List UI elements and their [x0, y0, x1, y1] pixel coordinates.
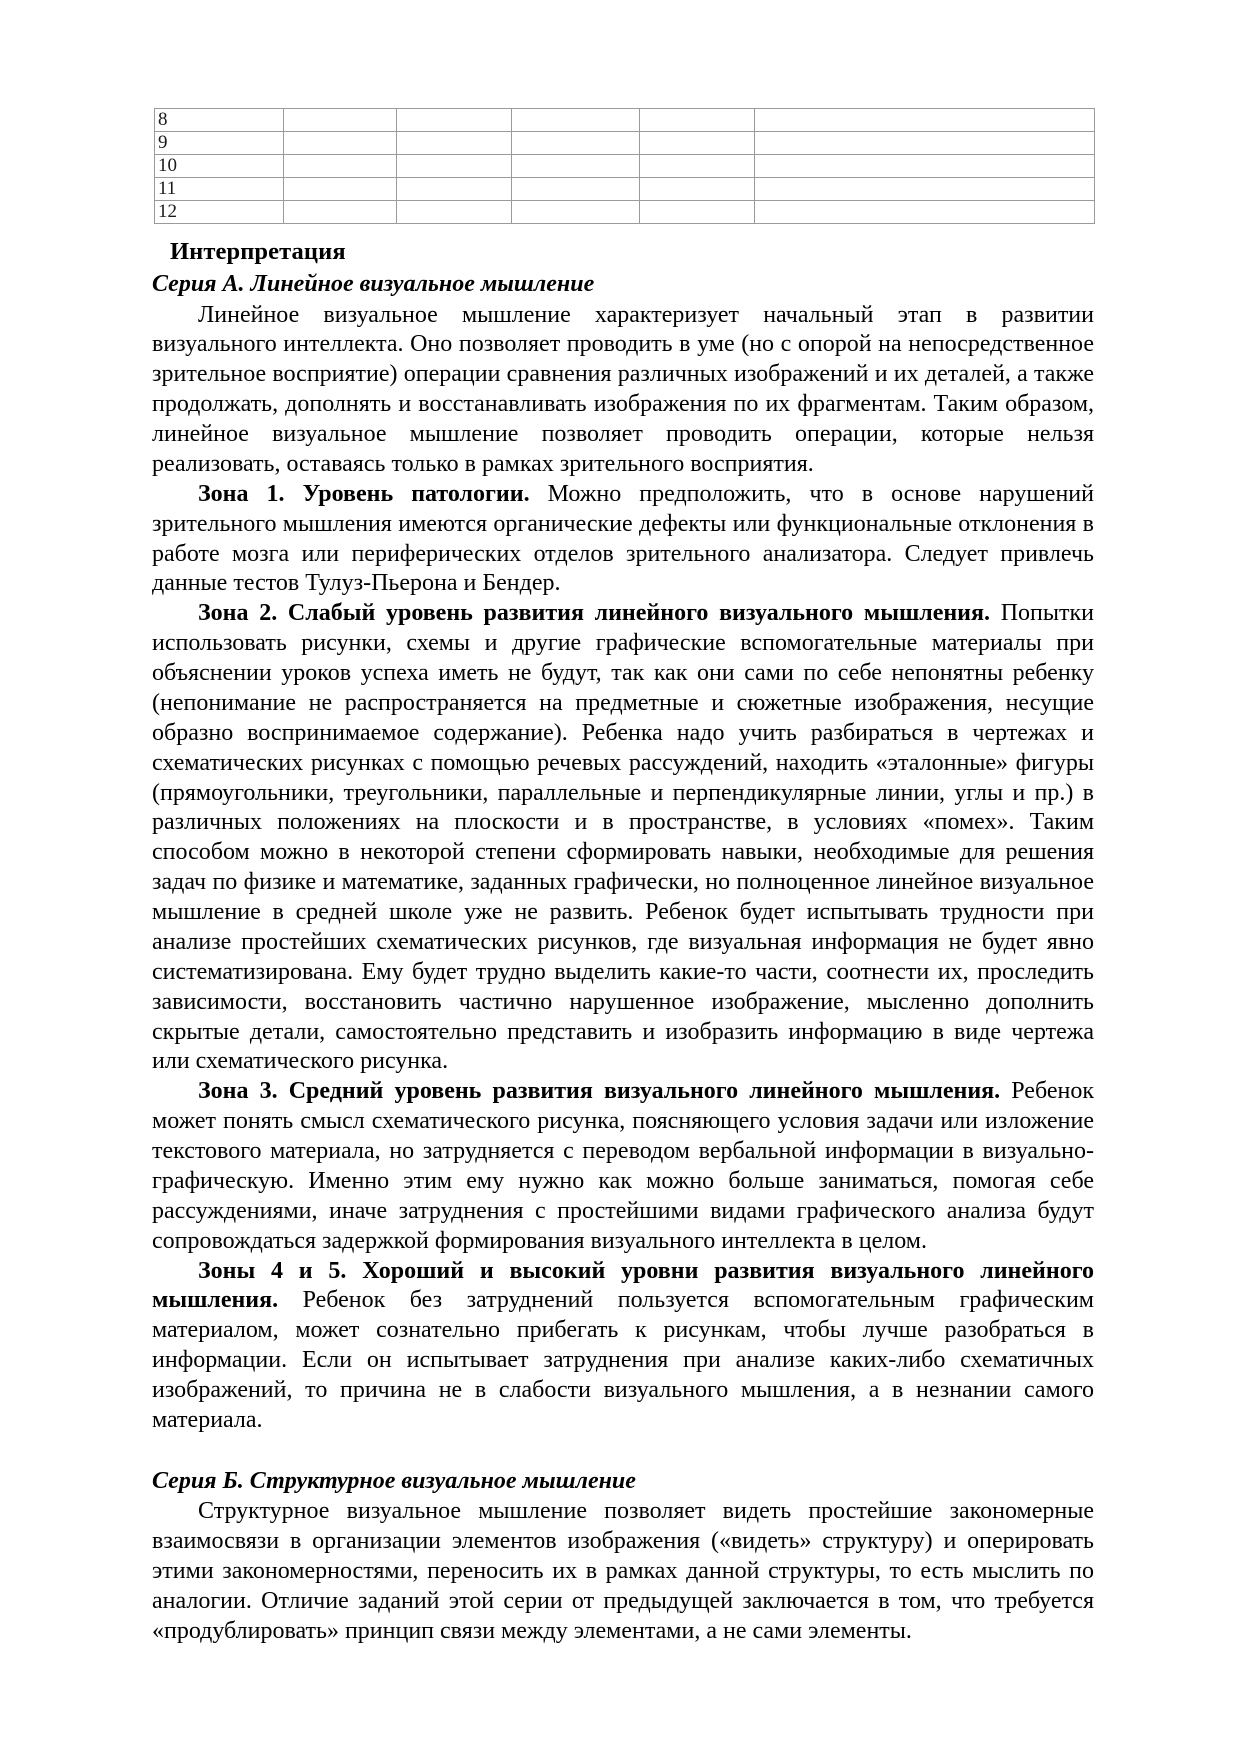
table-cell [512, 201, 640, 224]
zone-1-paragraph [152, 480, 1094, 600]
zone-1-lead: Зона 1. Уровень патологии. [198, 480, 530, 507]
table-cell [640, 201, 755, 224]
score-table [154, 108, 1095, 224]
table-cell-index: 8 [155, 109, 284, 132]
table-cell [397, 109, 512, 132]
table-cell [512, 132, 640, 155]
zone-4-5-lead: Зоны 4 и 5. Хороший и высокий уровни развития визуального линейного мышления. [152, 1257, 1094, 1314]
table-cell-index: 10 [155, 155, 284, 178]
zone-3-text: Ребенок может понять смысл схематического рисунка, поясняющего условия задачи или изложение текстового материала, но затрудняется с переводом вербальной информации в визуально-графическую. Именно этим ему нужно как можно больше заниматься, помогая себе рассуждениями, иначе затруднения с простейшими видами графического анализа будут сопровождаться задержкой формирования визуального интеллекта в целом. [152, 1078, 1094, 1254]
table-cell [755, 201, 1095, 224]
table-cell [397, 155, 512, 178]
score-table-body [155, 109, 1095, 224]
table-row [155, 132, 1095, 155]
table-cell [640, 178, 755, 201]
table-cell [755, 155, 1095, 178]
page-title: Интерпретация [170, 238, 346, 265]
table-cell-index: 11 [155, 178, 284, 201]
table-row [155, 201, 1095, 224]
zone-1-text: Можно предположить, что в основе нарушений зрительного мышления имеются органические дефекты или функциональные отклонения в работе мозга или периферических отделов зрительного анализатора. Следует привлечь данные тестов Тулуз-Пьерона и Бендер. [152, 480, 1094, 597]
zone-2-paragraph [152, 599, 1094, 1077]
zone-2-text: Попытки использовать рисунки, схемы и другие графические вспомогательные материалы при объяснении уроков успеха иметь не будут, так как они сами по себе непонятны ребенку (непонимание не распространяется на предметные и сюжетные изображения, несущие образно воспринимаемое содержание). Ребенка надо учить разбираться в чертежах и схематических рисунках с помощью речевых рассуждений, находить «эталонные» фигуры (прямоугольники, треугольники, параллельные и перпендикулярные линии, углы и пр.) в различных положениях на плоскости и в пространстве, в условиях «помех». Таким способом можно в некоторой степени сформировать навыки, необходимые для решения задач по физике и математике, заданных графически, но полноценное линейное визуальное мышление в средней школе уже не развить. Ребенок будет испытывать трудности при анализе простейших схематических рисунков, где визуальная информация не будет явно систематизирована. Ему будет трудно выделить какие-то части, соотнести их, проследить зависимости, восстановить частично нарушенное изображение, мысленно дополнить скрытые детали, самостоятельно представить и изобразить информацию в виде чертежа или схематического рисунка. [152, 600, 1094, 1075]
series-a-intro-paragraph: Линейное визуальное мышление характеризует начальный этап в развитии визуального интеллекта. Оно позволяет проводить в уме (но с опорой на непосредственное зрительное восприятие) операции сравнения различных изображений и их деталей, а также продолжать, дополнять и восстанавливать изображения по их фрагментам. Таким образом, линейное визуальное мышление позволяет проводить операции, которые нельзя реализовать, оставаясь только в рамках зрительного восприятия. [152, 301, 1094, 477]
table-cell [512, 155, 640, 178]
section-spacer [152, 1436, 1094, 1466]
table-row [155, 178, 1095, 201]
table-cell [397, 178, 512, 201]
table-row [155, 109, 1095, 132]
table-cell-index: 12 [155, 201, 284, 224]
zone-4-5-text: Ребенок без затруднений пользуется вспомогательным графическим материалом, может сознательно прибегать к рисункам, чтобы лучше разобраться в информации. Если он испытывает затруднения при анализе каких-либо схематичных изображений, то причина не в слабости визуального мышления, а в незнании самого материала. [152, 1287, 1094, 1433]
zone-3-paragraph [152, 1077, 1094, 1256]
zone-2-lead: Зона 2. Слабый уровень развития линейного визуального мышления. [198, 600, 990, 627]
table-cell [397, 132, 512, 155]
table-cell [512, 178, 640, 201]
table-row [155, 155, 1095, 178]
series-b-heading: Серия Б. Структурное визуальное мышление [152, 1467, 636, 1494]
table-cell [640, 109, 755, 132]
table-cell [284, 109, 397, 132]
table-cell [284, 132, 397, 155]
table-cell [640, 155, 755, 178]
zone-3-lead: Зона 3. Средний уровень развития визуального линейного мышления. [198, 1078, 1001, 1105]
series-a-heading: Серия А. Линейное визуальное мышление [152, 271, 595, 298]
table-cell [755, 109, 1095, 132]
table-cell [755, 132, 1095, 155]
table-cell [284, 201, 397, 224]
table-cell-index: 9 [155, 132, 284, 155]
zone-4-5-paragraph [152, 1257, 1094, 1436]
series-b-intro-paragraph: Структурное визуальное мышление позволяет видеть простейшие закономерные взаимосвязи в организации элементов изображения («видеть» структуру) и оперировать этими закономерностями, переносить их в рамках данной структуры, то есть мыслить по аналогии. Отличие заданий этой серии от предыдущей заключается в том, что требуется «продублировать» принцип связи между элементами, а не сами элементы. [152, 1498, 1094, 1644]
table-cell [640, 132, 755, 155]
table-cell [512, 109, 640, 132]
table-cell [284, 178, 397, 201]
table-cell [397, 201, 512, 224]
table-cell [284, 155, 397, 178]
table-cell [755, 178, 1095, 201]
document-body [152, 236, 1094, 1646]
